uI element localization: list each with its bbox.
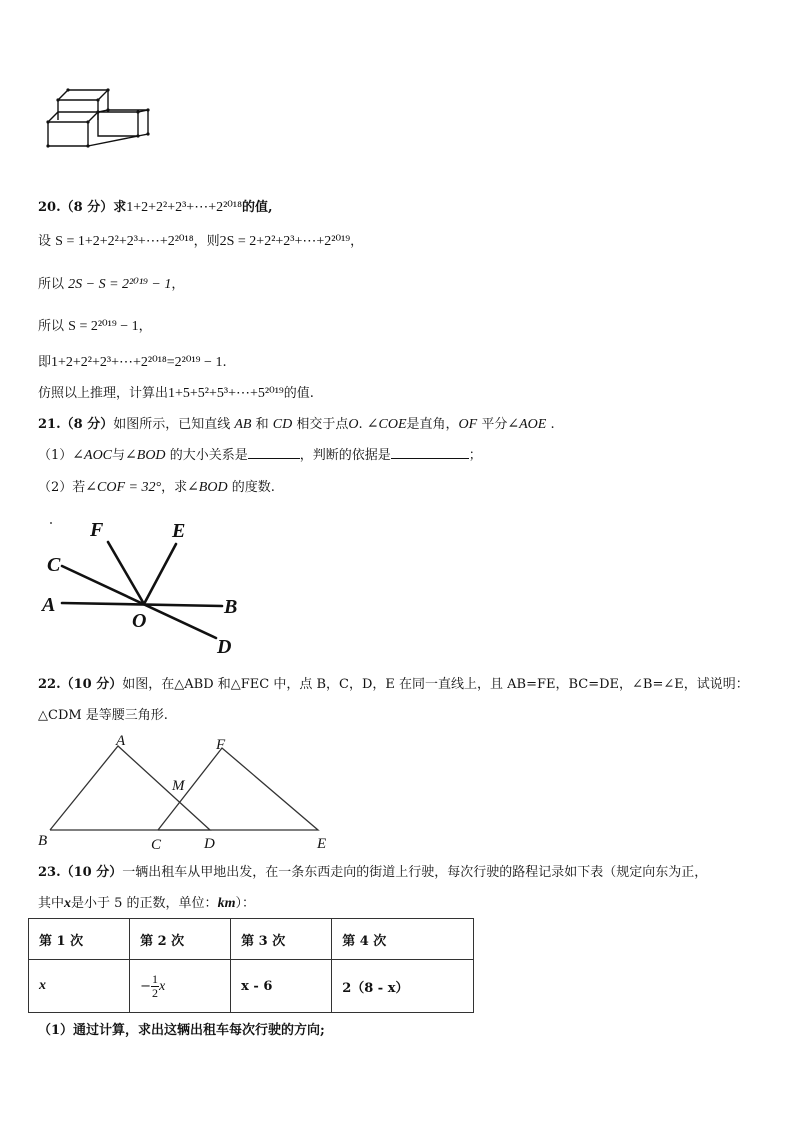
q21-coe: ∠COE bbox=[366, 417, 407, 432]
q20-line2-expr: 2S − S = 2²⁰¹⁹ − 1 bbox=[68, 277, 172, 292]
q21-part1-text2: ，判断的依据是 bbox=[299, 448, 391, 463]
q22-points: （10 分） bbox=[60, 677, 123, 692]
q23-title bbox=[38, 864, 707, 882]
q20-line2-post: ， bbox=[171, 277, 185, 292]
q20-line2 bbox=[38, 276, 184, 294]
table-cell-3 bbox=[231, 960, 332, 1013]
q21-text1: 如图所示，已知直线 bbox=[113, 417, 231, 432]
q21-aoe: ∠AOE bbox=[507, 417, 547, 432]
table-header-1: 第 1 次 bbox=[29, 919, 130, 960]
q22-number: 22. bbox=[38, 677, 61, 692]
table-cell-2-var: x bbox=[158, 978, 166, 994]
q20-title bbox=[38, 199, 273, 217]
q21-part2 bbox=[38, 479, 275, 497]
q22-text: 如图，在△ABD 和△FEC 中，点 B，C，D，E 在同一直线上，且 AB=FE，BC=DE，∠B=∠E，试说明： bbox=[122, 677, 749, 692]
triangle-abd bbox=[50, 746, 210, 830]
q21-ab: AB bbox=[234, 417, 252, 432]
q21-points: （8 分） bbox=[60, 417, 114, 432]
table-cell-1 bbox=[29, 960, 130, 1013]
table-cell-4-text: 2（8 - x） bbox=[342, 980, 409, 996]
label-m: M bbox=[172, 778, 185, 794]
q21-part2-label: （2）若 bbox=[38, 480, 86, 495]
fraction-denominator: 2 bbox=[151, 985, 158, 1000]
q20-line4 bbox=[38, 354, 227, 372]
q23-part1 bbox=[38, 1022, 325, 1040]
label-e: E bbox=[172, 520, 186, 542]
label-a: A bbox=[116, 733, 126, 749]
q21-of: OF bbox=[458, 417, 478, 432]
q23-unit: km bbox=[217, 896, 236, 911]
q21-part2-end: 的度数. bbox=[231, 480, 275, 495]
q21-text6: . bbox=[550, 417, 555, 432]
q20-line4-pre: 即 bbox=[38, 355, 52, 370]
q21-cd: CD bbox=[272, 417, 293, 432]
q20-points: （8 分） bbox=[60, 200, 114, 215]
q20-line2-pre: 所以 bbox=[38, 277, 65, 292]
table-cell-2-sign: − bbox=[140, 978, 151, 994]
q22-text2: △CDM 是等腰三角形. bbox=[38, 708, 168, 723]
table-cell-1-text: x bbox=[39, 978, 46, 993]
q23-text: 一辆出租车从甲地出发，在一条东西走向的街道上行驶，每次行驶的路程记录如下表（规定向东为正， bbox=[122, 865, 708, 880]
q21-title bbox=[38, 416, 555, 434]
q22-title bbox=[38, 676, 749, 694]
label-a: A bbox=[42, 594, 56, 616]
q21-part1-end: ； bbox=[468, 448, 482, 463]
q21-part1-mid: 与 bbox=[112, 448, 126, 463]
q23-text2-pre: 其中 bbox=[38, 896, 65, 911]
q20-line3-post: ， bbox=[138, 319, 152, 334]
q20-line1-pre: 设 bbox=[38, 234, 52, 249]
q23-part1-text: （1）通过计算，求出这辆出租车每次行驶的方向; bbox=[38, 1023, 325, 1038]
q23-x: x bbox=[64, 896, 72, 911]
q20-line1-expr2: 2S = 2+2²+2³+⋯+2²⁰¹⁹ bbox=[219, 234, 351, 249]
q20-line1-mid: ，则 bbox=[193, 234, 220, 249]
q21-text3: . bbox=[358, 417, 363, 432]
q21-part1-text: 的大小关系是 bbox=[169, 448, 248, 463]
q20-line1-expr: S = 1+2+2²+2³+⋯+2²⁰¹⁸ bbox=[55, 234, 194, 249]
q20-line3-pre: 所以 bbox=[38, 319, 65, 334]
q21-blank-2[interactable] bbox=[391, 458, 469, 459]
q22-line2 bbox=[38, 707, 168, 725]
table-value-row bbox=[29, 960, 474, 1013]
table-cell-2 bbox=[130, 960, 231, 1013]
q21-cof: ∠COF = 32° bbox=[85, 480, 162, 495]
q21-bod: ∠BOD bbox=[125, 448, 166, 463]
fraction-numerator: 1 bbox=[151, 971, 158, 986]
stray-dot bbox=[50, 522, 52, 524]
q20-line5-expr: 1+5+5²+5³+⋯+5²⁰¹⁹ bbox=[168, 386, 284, 401]
q20-line4-expr: 1+2+2²+2³+⋯+2²⁰¹⁸=2²⁰¹⁹ − 1 bbox=[51, 355, 223, 370]
q21-text5: 平分 bbox=[481, 417, 508, 432]
q23-line2 bbox=[38, 895, 255, 913]
q20-line3 bbox=[38, 318, 152, 336]
label-o: O bbox=[132, 610, 147, 632]
q21-text2: 相交于点 bbox=[296, 417, 349, 432]
label-d: D bbox=[217, 636, 232, 658]
q20-line1 bbox=[38, 233, 363, 251]
q21-blank-1[interactable] bbox=[248, 458, 300, 459]
q20-number: 20. bbox=[38, 200, 61, 215]
q23-text2-end: ）： bbox=[235, 896, 255, 911]
q21-and: 和 bbox=[255, 417, 269, 432]
q20-line3-expr: S = 2²⁰¹⁹ − 1 bbox=[68, 319, 139, 334]
q20-line5-pre: 仿照以上推理，计算出 bbox=[38, 386, 169, 401]
q21-text4: 是直角， bbox=[406, 417, 459, 432]
label-c: C bbox=[151, 837, 162, 853]
q20-prompt-pre: 求 bbox=[113, 200, 127, 215]
q23-record-table bbox=[28, 918, 474, 1013]
q21-part2-text: ，求 bbox=[161, 480, 188, 495]
q21-bod2: ∠BOD bbox=[187, 480, 228, 495]
table-header-2: 第 2 次 bbox=[130, 919, 231, 960]
q22-figure bbox=[36, 732, 332, 854]
q20-line5 bbox=[38, 385, 314, 403]
table-cell-3-text: x - 6 bbox=[241, 978, 273, 994]
label-d: D bbox=[204, 836, 215, 852]
q21-part1 bbox=[38, 447, 482, 465]
q23-text2-mid: 是小于 5 的正数，单位： bbox=[71, 896, 218, 911]
q23-number: 23. bbox=[38, 865, 61, 880]
table-cell-2-fraction bbox=[151, 973, 159, 1000]
label-f: F bbox=[90, 519, 104, 541]
q21-o: O bbox=[348, 417, 359, 432]
q21-number: 21. bbox=[38, 417, 61, 432]
q20-line4-post: . bbox=[222, 355, 227, 370]
q21-part1-label: （1） bbox=[38, 448, 73, 463]
cube-figure bbox=[40, 84, 155, 154]
ray-oe bbox=[144, 544, 176, 604]
q20-line1-post: ， bbox=[350, 234, 364, 249]
table-header-row bbox=[29, 919, 474, 960]
table-header-3: 第 3 次 bbox=[231, 919, 332, 960]
table-header-4: 第 4 次 bbox=[332, 919, 474, 960]
q20-prompt-post: 的值, bbox=[241, 200, 273, 215]
q20-line5-post: 的值. bbox=[283, 386, 314, 401]
label-b: B bbox=[224, 596, 238, 618]
label-c: C bbox=[47, 554, 61, 576]
q21-figure bbox=[38, 514, 248, 659]
label-f: F bbox=[216, 737, 226, 753]
q21-aoc: ∠AOC bbox=[72, 448, 113, 463]
table-cell-4 bbox=[332, 960, 474, 1013]
label-e: E bbox=[317, 836, 327, 852]
q20-expr: 1+2+2²+2³+⋯+2²⁰¹⁸ bbox=[126, 200, 242, 215]
label-b: B bbox=[38, 833, 48, 849]
q23-points: （10 分） bbox=[60, 865, 123, 880]
